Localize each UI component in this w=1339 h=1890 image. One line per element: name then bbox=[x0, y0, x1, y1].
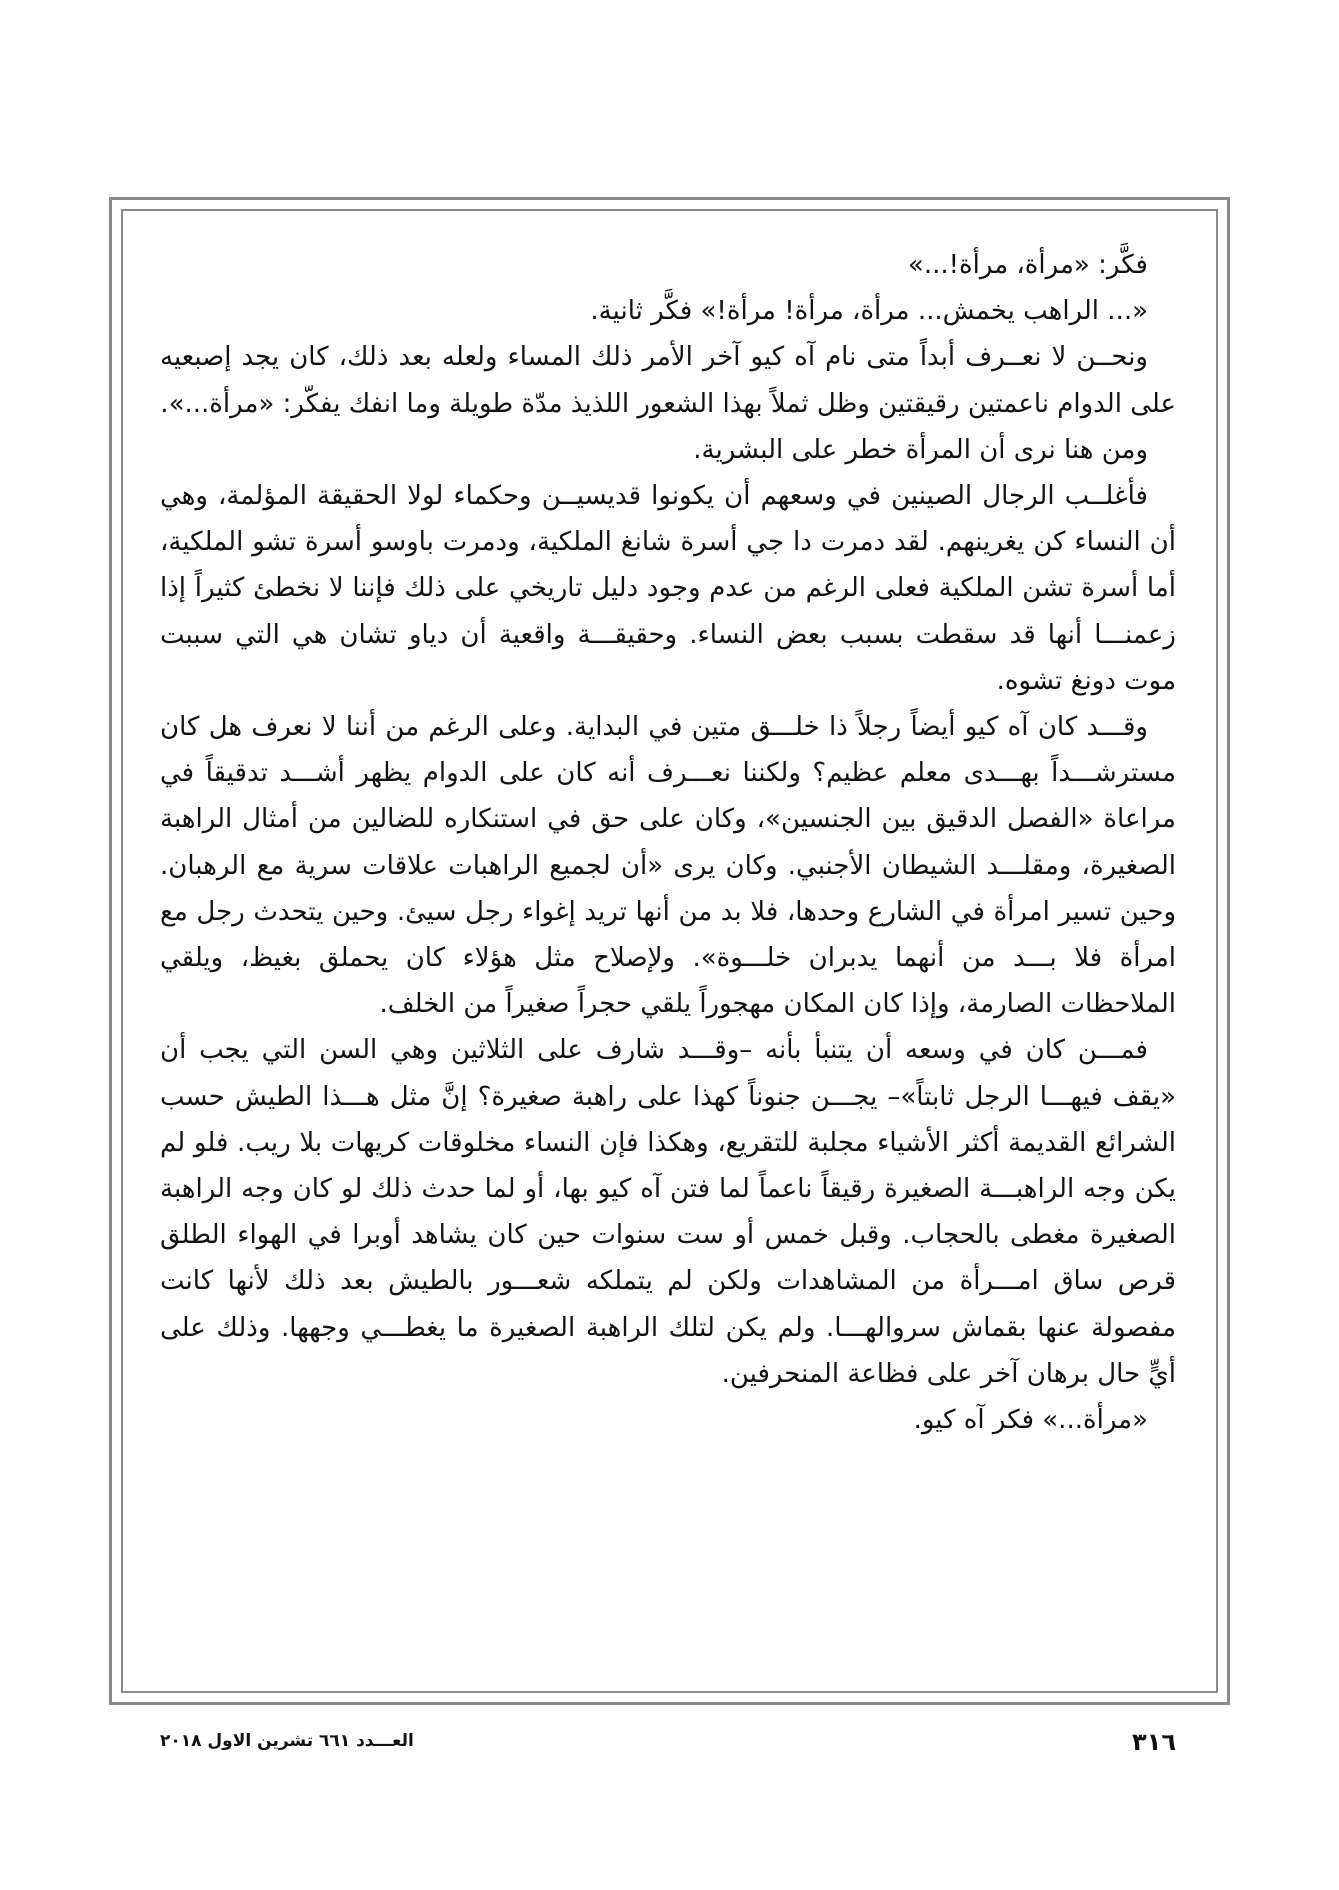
paragraph-4: ومن هنا نرى أن المرأة خطر على البشرية. bbox=[693, 434, 1148, 465]
issue-info: العـــدد ٦٦١ تشرين الاول ٢٠١٨ bbox=[160, 1731, 414, 1751]
paragraph-7: فمـــن كان في وسعه أن يتنبأ بأنه –وقـــد شارف على الثلاثين وهي السن التي يجب أن «يقف فيهـــا الرجل ثابتاً»– يجـــن جنوناً كهذا على راهبة صغيرة؟ إنَّ مثل هـــذا الطيش حسب الشرائع القديمة أكثر الأشياء مجلبة للتقريع، وهكذا فإن النساء مخلوقات كريهات بلا ريب. فلو لم يكن وجه الراهبـــة الصغيرة رقيقاً ناعماً لما فتن آه كيو بها، أو لما حدث ذلك لو كان وجه الراهبة الصغيرة مغطى بالحجاب. وقبل خمس أو ست سنوات حين كان يشاهد أوبرا في الهواء الطلق قرص ساق امـــرأة من المشاهدات ولكن لم يتملكه شعـــور بالطيش بعد ذلك لأنها كانت مفصولة عنها بقماش سروالهـــا. ولم يكن لتلك الراهبة الصغيرة ما يغطـــي وجهها. وذلك على أيٍّ حال برهان آخر على فظاعة المنحرفين. bbox=[160, 1035, 1176, 1389]
paragraph-5: فأغلــب الرجال الصينين في وسعهم أن يكونوا قديسيــن وحكماء لولا الحقيقة المؤلمة، وهي أن النساء كن يغرينهم. لقد دمرت دا جي أسرة شانغ الملكية، ودمرت باوسو أسرة تشو الملكية، أما أسرة تشن الملكية فعلى الرغم من عدم وجود دليل تاريخي على ذلك فإننا لا نخطئ كثيراً إذا زعمنـــا أنها قد سقطت بسبب بعض النساء. وحقيقـــة واقعية أن دياو تشان هي التي سببت موت دونغ تشوه. bbox=[160, 481, 1176, 696]
page-number: ٣١٦ bbox=[1132, 1728, 1176, 1756]
paragraph-2: «... الراهب يخمش... مرأة، مرأة! مرأة!» فكَّر ثانية. bbox=[590, 296, 1148, 327]
page-footer bbox=[160, 1728, 1176, 1758]
article-text bbox=[160, 242, 1176, 1443]
paragraph-6: وقـــد كان آه كيو أيضاً رجلاً ذا خلـــق متين في البداية. وعلى الرغم من أننا لا نعرف هل كان مسترشـــداً بهـــدى معلم عظيم؟ ولكننا نعـــرف أنه كان على الدوام يظهر أشـــد تدقيقاً في مراعاة «الفصل الدقيق بين الجنسين»، وكان على حق في استنكاره للضالين من أمثال الراهبة الصغيرة، ومقلـــد الشيطان الأجنبي. وكان يرى «أن لجميع الراهبات علاقات سرية مع الرهبان. وحين تسير امرأة في الشارع وحدها، فلا بد من أنها تريد إغواء رجل سيئ. وحين يتحدث رجل مع امرأة فلا بـــد من أنهما يدبران خلـــوة». ولإصلاح مثل هؤلاء كان يحملق بغيظ، ويلقي الملاحظات الصارمة، وإذا كان المكان مهجوراً يلقي حجراً صغيراً من الخلف. bbox=[160, 712, 1176, 1020]
paragraph-8: «مرأة...» فكر آه كيو. bbox=[913, 1405, 1148, 1436]
paragraph-3: ونحــن لا نعــرف أبداً متى نام آه كيو آخر الأمر ذلك المساء ولعله بعد ذلك، كان يجد إصبعيه على الدوام ناعمتين رقيقتين وظل ثملاً بهذا الشعور اللذيذ مدّة طويلة وما انفك يفكّر: «مرأة...». bbox=[160, 342, 1176, 419]
paragraph-1: فكَّر: «مرأة، مرأة!...» bbox=[907, 250, 1148, 280]
